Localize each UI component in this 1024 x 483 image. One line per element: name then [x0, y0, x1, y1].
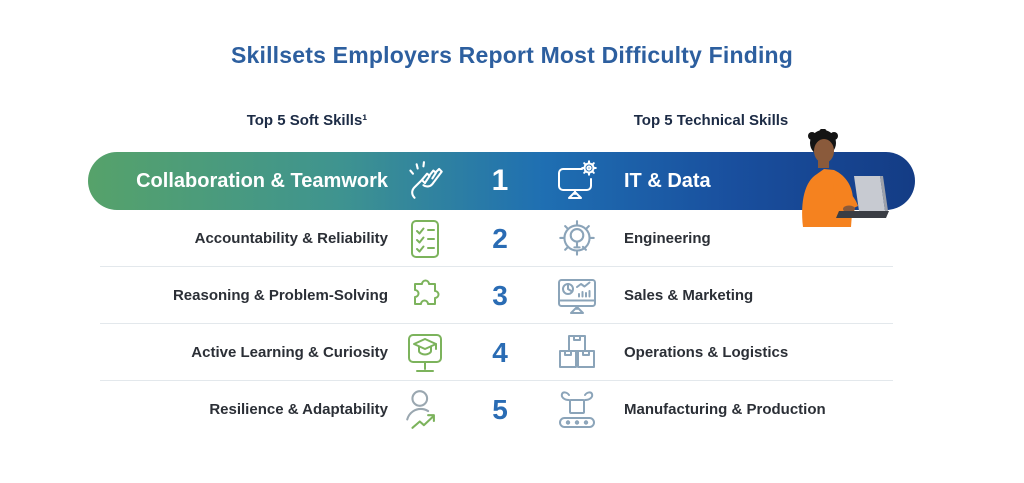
person-growth-icon [402, 387, 448, 433]
graduation-screen-icon [403, 330, 447, 376]
rank-row-3 [88, 267, 915, 324]
tech-skill-label: Sales & Marketing [624, 287, 754, 304]
tech-skill-label: Engineering [624, 230, 711, 247]
rank-row-2 [88, 210, 915, 267]
monitor-gear-icon [554, 158, 600, 204]
stacked-boxes-icon [555, 331, 599, 375]
rank-row-1 [88, 152, 915, 210]
ranking-table [88, 152, 915, 438]
rank-row-5 [88, 381, 915, 438]
soft-skill-label: Accountability & Reliability [194, 230, 388, 247]
rank-number: 3 [492, 279, 508, 311]
high-five-icon [402, 158, 448, 204]
rank-number: 5 [492, 393, 508, 425]
soft-skill-label: Collaboration & Teamwork [136, 169, 388, 192]
soft-skill-label: Active Learning & Curiosity [191, 344, 388, 361]
checklist-icon [405, 217, 445, 261]
conveyor-claw-icon [555, 388, 599, 432]
rank-number: 1 [491, 164, 509, 197]
tech-skill-label: IT & Data [624, 169, 711, 192]
tech-skill-label: Operations & Logistics [624, 344, 789, 361]
soft-skills-header: Top 5 Soft Skills¹ [246, 112, 368, 129]
page-title: Skillsets Employers Report Most Difficulty Finding [230, 42, 794, 68]
gear-lightbulb-icon [554, 216, 600, 262]
rank-row-4 [88, 324, 915, 381]
puzzle-icon [403, 274, 447, 318]
rank-number: 4 [492, 336, 508, 368]
soft-skill-label: Reasoning & Problem-Solving [172, 287, 388, 304]
rank-number: 2 [492, 222, 508, 254]
technical-skills-header: Top 5 Technical Skills [633, 112, 789, 129]
soft-skill-label: Resilience & Adaptability [209, 401, 388, 418]
monitor-analytics-icon [554, 273, 600, 319]
tech-skill-label: Manufacturing & Production [624, 401, 826, 418]
